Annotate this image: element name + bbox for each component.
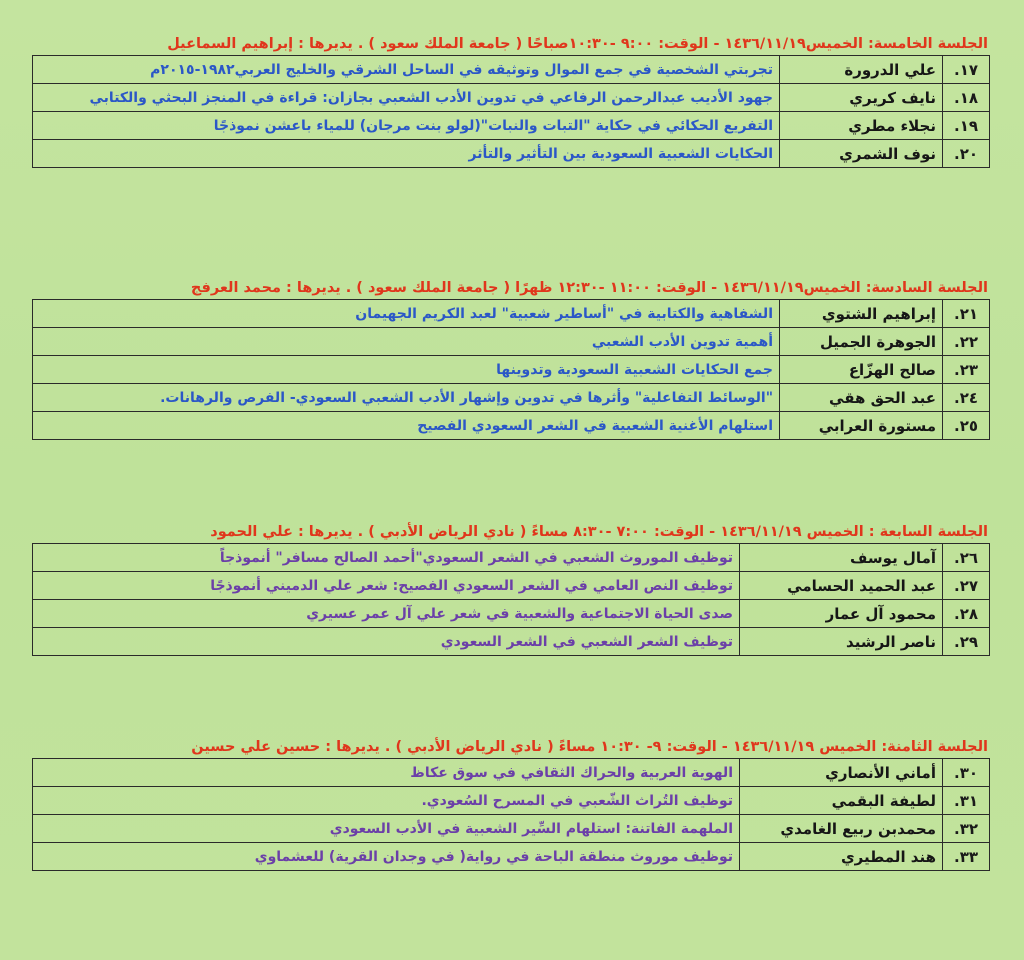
presenter-name: إبراهيم الشتوي <box>780 300 943 328</box>
table-row <box>33 140 990 168</box>
session-table <box>32 758 990 871</box>
table-row <box>33 56 990 84</box>
table-row <box>33 815 990 843</box>
talk-title: صدى الحياة الاجتماعية والشعبية في شعر علي آل عمر عسيري <box>33 600 740 628</box>
row-number: ٢٤. <box>943 384 990 412</box>
presenter-name: نجلاء مطري <box>780 112 943 140</box>
row-number: ٢٣. <box>943 356 990 384</box>
talk-title: توظيف الشعر الشعبي في الشعر السعودي <box>33 628 740 656</box>
presenter-name: نايف كريري <box>780 84 943 112</box>
session-header: الجلسة السادسة: الخميس١٤٣٦/١١/١٩ - الوقت: ١١:٠٠ -١٢:٣٠ ظهرًا ( جامعة الملك سعود ) . يديرها : محمد العرفج <box>190 280 988 296</box>
presenter-name: الجوهرة الجميل <box>780 328 943 356</box>
presenter-name: عبد الحميد الحسامي <box>740 572 943 600</box>
row-number: ٢٦. <box>943 544 990 572</box>
session-header: الجلسة الخامسة: الخميس١٤٣٦/١١/١٩ - الوقت: ٩:٠٠ -١٠:٣٠صباحًا ( جامعة الملك سعود ) . يديرها : إبراهيم السماعيل <box>167 36 988 52</box>
table-row <box>33 572 990 600</box>
talk-title: استلهام الأغنية الشعبية في الشعر السعودي الفصيح <box>33 412 780 440</box>
presenter-name: محمود آل عمار <box>740 600 943 628</box>
talk-title: الهوية العربية والحراك الثقافي في سوق عكاظ <box>33 759 740 787</box>
talk-title: جمع الحكايات الشعبية السعودية وتدوينها <box>33 356 780 384</box>
presenter-name: علي الدرورة <box>780 56 943 84</box>
presenter-name: صالح الهزّاع <box>780 356 943 384</box>
table-row <box>33 759 990 787</box>
table-row <box>33 787 990 815</box>
row-number: ٢٨. <box>943 600 990 628</box>
session-table <box>32 55 990 168</box>
row-number: ١٨. <box>943 84 990 112</box>
talk-title: توظيف موروث منطقة الباحة في رواية( في وجدان القرية) للعشماوي <box>33 843 740 871</box>
row-number: ٢٢. <box>943 328 990 356</box>
presenter-name: لطيفة البقمي <box>740 787 943 815</box>
row-number: ٣٣. <box>943 843 990 871</box>
table-row <box>33 600 990 628</box>
presenter-name: نوف الشمري <box>780 140 943 168</box>
presenter-name: محمدبن ربيع الغامدي <box>740 815 943 843</box>
talk-title: توظيف النص العامي في الشعر السعودي الفصيح: شعر علي الدميني أنموذجًا <box>33 572 740 600</box>
talk-title: جهود الأديب عبدالرحمن الرفاعي في تدوين الأدب الشعبي بجازان: قراءة في المنجز البحثي والكتابي <box>33 84 780 112</box>
row-number: ١٧. <box>943 56 990 84</box>
table-row <box>33 412 990 440</box>
talk-title: الحكايات الشعبية السعودية بين التأثير والتأثر <box>33 140 780 168</box>
table-row <box>33 843 990 871</box>
table-row <box>33 356 990 384</box>
table-row <box>33 628 990 656</box>
table-row <box>33 84 990 112</box>
session-header: الجلسة السابعة : الخميس ١٤٣٦/١١/١٩ - الوقت: ٧:٠٠ -٨:٣٠ مساءً ( نادي الرياض الأدبي ) . يديرها : علي الحمود <box>210 524 988 540</box>
talk-title: الملهمة الفاتنة: استلهام السِّير الشعبية في الأدب السعودي <box>33 815 740 843</box>
row-number: ١٩. <box>943 112 990 140</box>
row-number: ٢١. <box>943 300 990 328</box>
row-number: ٢٥. <box>943 412 990 440</box>
presenter-name: هند المطيري <box>740 843 943 871</box>
table-row <box>33 328 990 356</box>
table-row <box>33 300 990 328</box>
talk-title: تجربتي الشخصية في جمع الموال وتوثيقه في الساحل الشرقي والخليج العربي١٩٨٢-٢٠١٥م <box>33 56 780 84</box>
row-number: ٣١. <box>943 787 990 815</box>
talk-title: "الوسائط التفاعلية" وأثرها في تدوين وإشهار الأدب الشعبي السعودي- الفرص والرهانات. <box>33 384 780 412</box>
session-header: الجلسة الثامنة: الخميس ١٤٣٦/١١/١٩ - الوقت: ٩- ١٠:٣٠ مساءً ( نادي الرياض الأدبي ) . يديرها : حسين علي حسين <box>191 739 988 755</box>
row-number: ٢٩. <box>943 628 990 656</box>
presenter-name: أماني الأنصاري <box>740 759 943 787</box>
presenter-name: عبد الحق هقي <box>780 384 943 412</box>
row-number: ٢٧. <box>943 572 990 600</box>
session-table <box>32 543 990 656</box>
talk-title: الشفاهية والكتابية في "أساطير شعبية" لعبد الكريم الجهيمان <box>33 300 780 328</box>
talk-title: أهمية تدوين الأدب الشعبي <box>33 328 780 356</box>
presenter-name: آمال يوسف <box>740 544 943 572</box>
table-row <box>33 384 990 412</box>
row-number: ٣٢. <box>943 815 990 843</box>
row-number: ٢٠. <box>943 140 990 168</box>
session-8 <box>32 736 990 871</box>
session-6 <box>32 277 990 440</box>
table-row <box>33 544 990 572</box>
session-5 <box>32 33 990 168</box>
talk-title: التفريع الحكائي في حكاية "التبات والنبات"(لولو بنت مرجان) للمياء باعشن نموذجًا <box>33 112 780 140</box>
session-table <box>32 299 990 440</box>
table-row <box>33 112 990 140</box>
presenter-name: مستورة العرابي <box>780 412 943 440</box>
row-number: ٣٠. <box>943 759 990 787</box>
presenter-name: ناصر الرشيد <box>740 628 943 656</box>
talk-title: توظيف التُراث الشّعبي في المسرح السُعودي. <box>33 787 740 815</box>
session-7 <box>32 521 990 656</box>
talk-title: توظيف الموروث الشعبي في الشعر السعودي"أحمد الصالح مسافر" أنموذجاً <box>33 544 740 572</box>
